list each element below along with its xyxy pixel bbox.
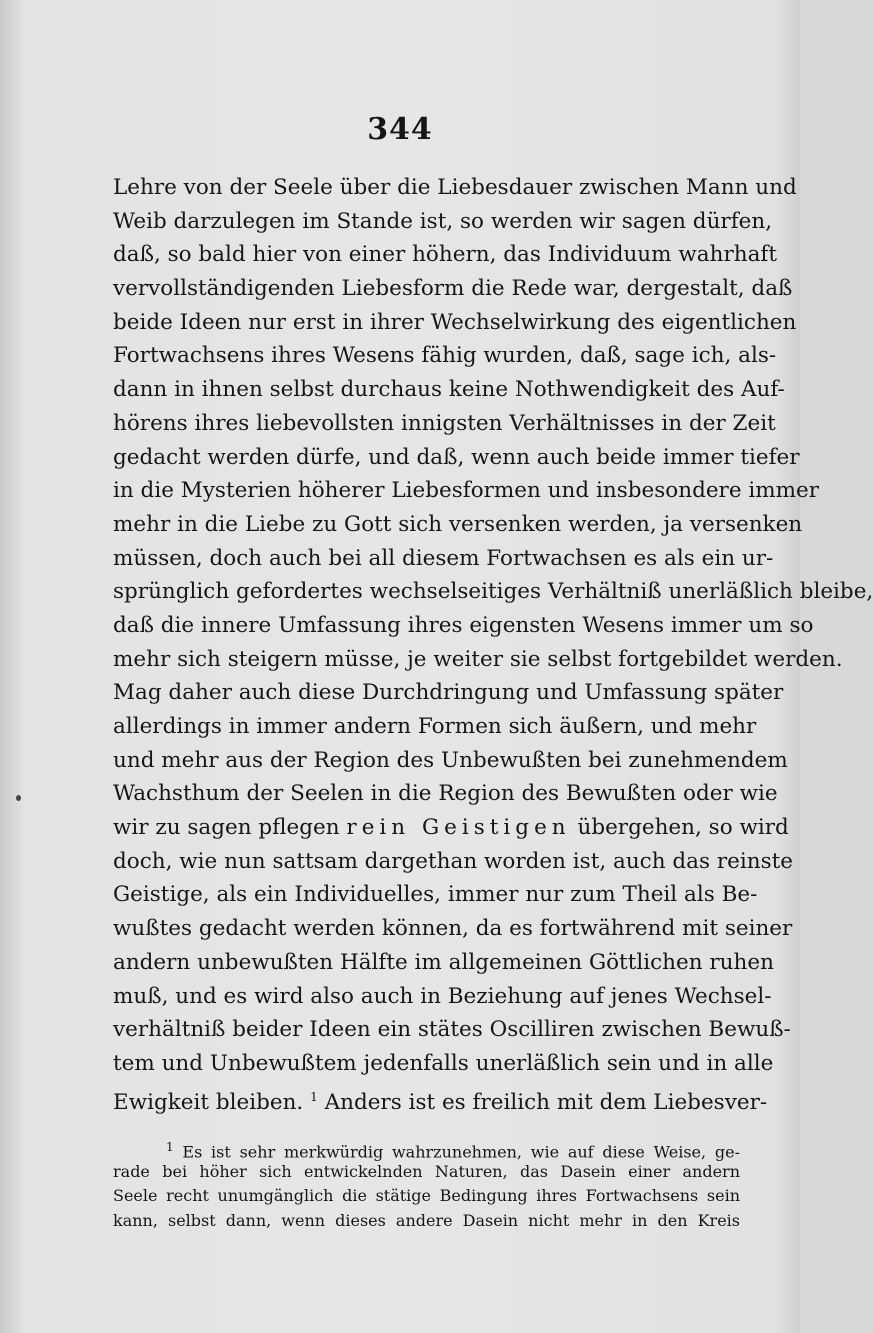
footnote [113, 1135, 740, 1233]
text-line: mehr sich steigern müsse, je weiter sie selbst fortgebildet werden. [113, 646, 843, 672]
footnote-text: Es ist sehr merkwürdig wahrzunehmen, wie auf diese Weise, ge- [182, 1142, 740, 1162]
text-line: wußtes gedacht werden können, da es fortwährend mit seiner [113, 916, 793, 942]
text-line: tem und Unbewußtem jedenfalls unerläßlich sein und in alle [113, 1050, 774, 1076]
text-line: beide Ideen nur erst in ihrer Wechselwirkung des eigentlichen [113, 309, 797, 335]
text-line: gedacht werden dürfe, und daß, wenn auch beide immer tiefer [113, 444, 800, 470]
text-line: muß, und es wird also auch in Beziehung auf jenes Wechsel- [113, 983, 772, 1009]
text-line: hörens ihres liebevollsten innigsten Verhältnisses in der Zeit [113, 410, 776, 436]
main-text [113, 171, 873, 1115]
text-line-emphasis [113, 811, 789, 845]
text-line: dann in ihnen selbst durchaus keine Nothwendigkeit des Auf- [113, 377, 785, 403]
text-line-with-footnote-ref [113, 1081, 768, 1115]
text-line: mehr in die Liebe zu Gott sich versenken werden, ja versenken [113, 511, 803, 537]
page-number: 344 [367, 112, 433, 147]
text-segment: Ewigkeit bleiben. [113, 1089, 311, 1115]
text-line: Fortwachsens ihres Wesens fähig wurden, daß, sage ich, als- [113, 343, 777, 369]
text-line: daß, so bald hier von einer höhern, das Individuum wahrhaft [113, 242, 777, 268]
footnote-reference: 1 [310, 1089, 318, 1104]
text-line: andern unbewußten Hälfte im allgemeinen Göttlichen ruhen [113, 949, 774, 975]
text-segment: übergehen, so wird [570, 815, 789, 841]
footnote-line: Seele recht unumgänglich die stätige Bedingung ihres Fortwachsens sein [113, 1186, 740, 1205]
text-segment: wir zu sagen pflegen [113, 815, 347, 841]
text-line: in die Mysterien höherer Liebesformen und insbesondere immer [113, 478, 820, 504]
footnote-line [113, 1135, 740, 1160]
spaced-emphasis: rein Geistigen [346, 815, 571, 841]
text-line: vervollständigenden Liebesform die Rede war, dergestalt, daß [113, 276, 793, 302]
text-line: Weib darzulegen im Stande ist, so werden wir sagen dürfen, [113, 208, 773, 234]
text-line: und mehr aus der Region des Unbewußten bei zunehmendem [113, 747, 788, 773]
text-line: Mag daher auch diese Durchdringung und Umfassung später [113, 680, 784, 706]
ink-smudge [16, 795, 21, 801]
text-line: verhältniß beider Ideen ein stätes Oscilliren zwischen Bewuß- [113, 1017, 791, 1043]
text-line: Geistige, als ein Individuelles, immer nur zum Theil als Be- [113, 882, 758, 908]
text-line: daß die innere Umfassung ihres eigensten Wesens immer um so [113, 612, 814, 638]
footnote-marker: 1 [166, 1140, 174, 1154]
footnote-line: rade bei höher sich entwickelnden Naturen, das Dasein einer andern [113, 1161, 740, 1181]
text-line: sprünglich gefordertes wechselseitiges Verhältniß unerläßlich bleibe, [113, 579, 873, 605]
text-line: doch, wie nun sattsam dargethan worden ist, auch das reinste [113, 848, 793, 874]
text-segment: Anders ist es freilich mit dem Liebesver- [317, 1089, 768, 1115]
text-line: Wachsthum der Seelen in die Region des Bewußten oder wie [113, 781, 778, 807]
footnote-line: kann, selbst dann, wenn dieses andere Dasein nicht mehr in den Kreis [113, 1210, 740, 1230]
text-line: Lehre von der Seele über die Liebesdauer zwischen Mann und [113, 175, 797, 200]
text-line: allerdings in immer andern Formen sich äußern, und mehr [113, 714, 757, 739]
text-line: müssen, doch auch bei all diesem Fortwachsen es als ein ur- [113, 545, 774, 571]
